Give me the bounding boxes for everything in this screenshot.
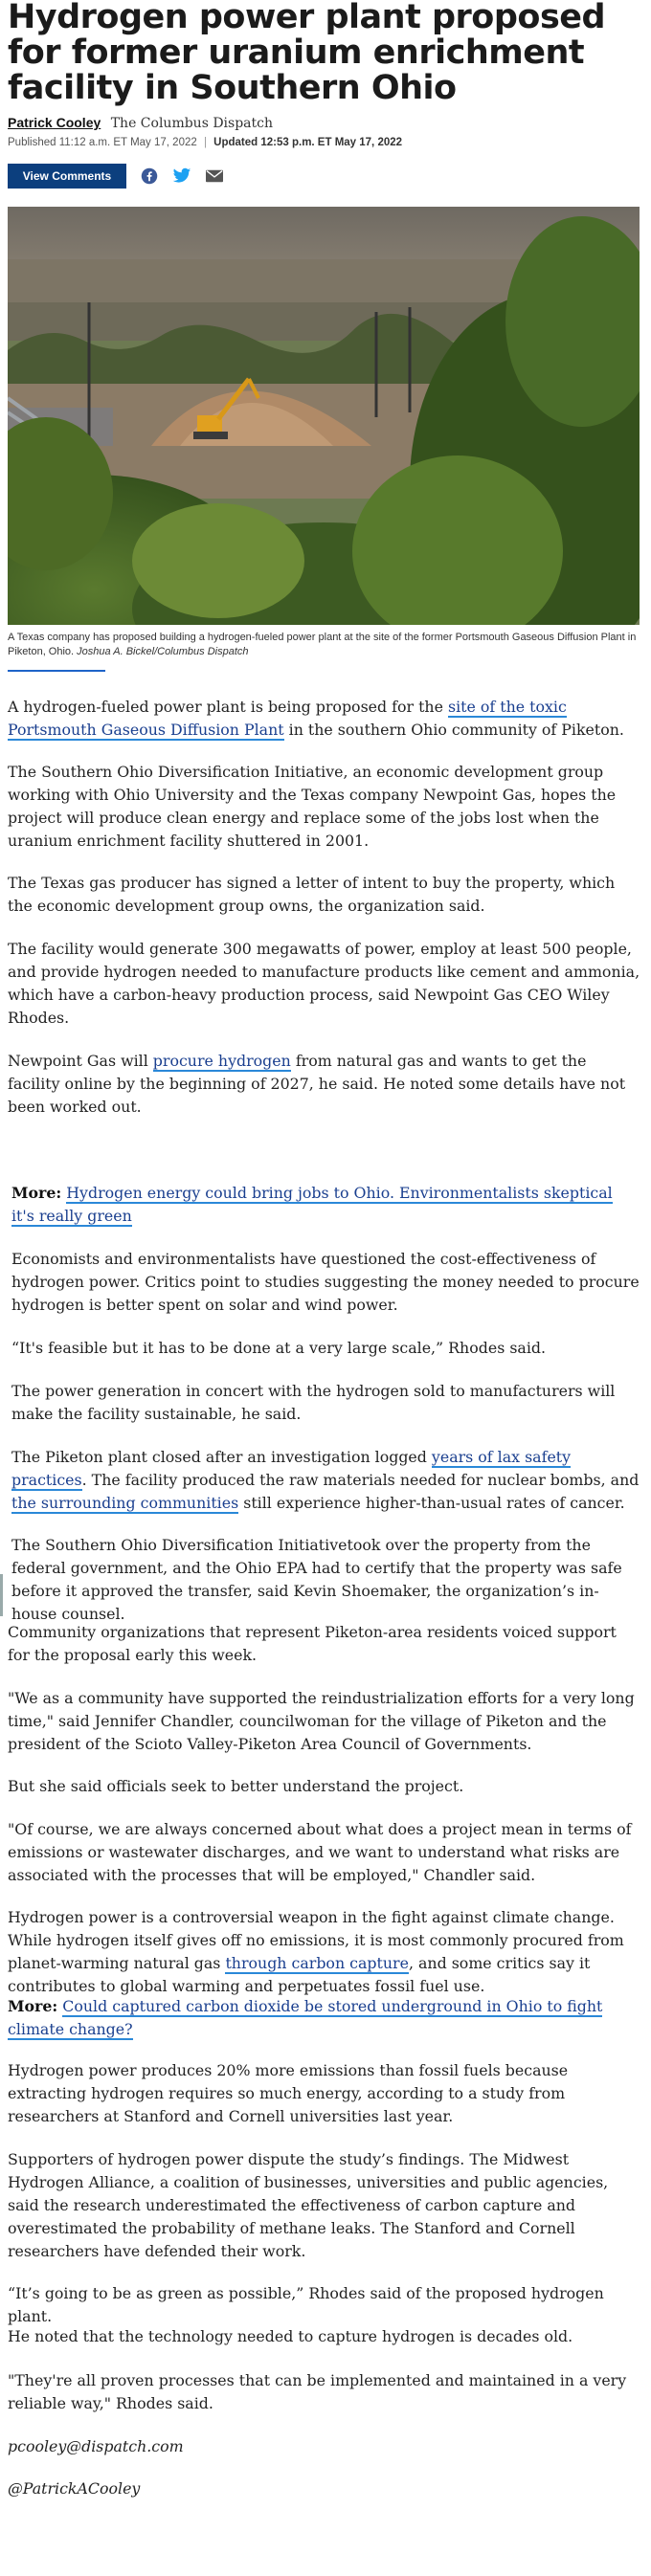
paragraph-9	[11, 1446, 640, 1515]
caption-text: A Texas company has proposed building a hydrogen-fueled power plant at the site of the former Portsmouth Gaseous Diffusion Plant in Piketon, Ohio.	[8, 632, 637, 657]
author-twitter-handle[interactable]: @PatrickACooley	[8, 2479, 141, 2498]
paragraph-10: The Southern Ohio Diversification Initiativetook over the property from the federal government, and the Ohio EPA had to certify that the property was safe before it approved the transfer, said Kevin Shoemaker, the organization’s in-house counsel.	[11, 1536, 622, 1623]
paragraph-15	[8, 1906, 641, 1998]
paragraph-8: The power generation in concert with the hydrogen sold to manufacturers will make the facility sustainable, he said.	[11, 1382, 616, 1423]
link-procure-hydrogen[interactable]: procure hydrogen	[152, 1052, 291, 1070]
p1-text: A hydrogen-fueled power plant is being proposed for the	[8, 698, 448, 716]
photo-credit: Joshua A. Bickel/Columbus Dispatch	[77, 646, 249, 657]
paragraph-20: "They're all proven processes that can be implemented and maintained in a very reliable way," Rhodes said.	[8, 2371, 627, 2412]
paragraph-2: The Southern Ohio Diversification Initiative, an economic development group working with Ohio University and the Texas company Newpoint Gas, hopes the project will produce clean energy and replace some of the jobs lost when the uranium enrichment facility shuttered in 2001.	[8, 763, 617, 850]
updated-time: Updated 12:53 p.m. ET May 17, 2022	[213, 137, 403, 148]
photo-illustration	[8, 207, 640, 625]
article-headline: Hydrogen power plant proposed for former uranium enrichment facility in Southern Ohio	[8, 0, 606, 107]
p9-text-end: still experience higher-than-usual rates of cancer.	[238, 1494, 625, 1512]
paragraph-4: The facility would generate 300 megawatts of power, employ at least 500 people, and provide hydrogen needed to manufacture products like cement and ammonia, which have a carbon-heavy production process, said Newpoint Gas CEO Wiley Rhodes.	[8, 940, 640, 1027]
more-label: More:	[8, 1997, 58, 2015]
more-label: More:	[11, 1184, 62, 1202]
link-lax-safety[interactable]: years of lax safety practices	[11, 1448, 572, 1489]
article-photo[interactable]	[8, 207, 640, 625]
p1-text-end: in the southern Ohio community of Piketon.	[283, 721, 624, 739]
paragraph-1	[8, 696, 641, 742]
paragraph-7: “It's feasible but it has to be done at a very large scale,” Rhodes said.	[11, 1339, 547, 1357]
view-comments-button[interactable]: View Comments	[8, 164, 126, 189]
paragraph-18: “It’s going to be as green as possible,” Rhodes said of the proposed hydrogen plant.	[8, 2284, 604, 2325]
paragraph-13: But she said officials seek to better understand the project.	[8, 1777, 464, 1795]
author-link[interactable]: Patrick Cooley	[8, 115, 101, 130]
paragraph-14: "Of course, we are always concerned about what does a project mean in terms of emissions or wastewater discharges, and we want to understand what risks are associated with the processes that will be employed," Chandler said.	[8, 1820, 632, 1884]
link-hydrogen-jobs[interactable]: Hydrogen energy could bring jobs to Ohio. Environmentalists skeptical it's really green	[11, 1184, 613, 1225]
more-link-1	[11, 1182, 640, 1228]
p15-text: Hydrogen power is a controversial weapon in the fight against climate change. While hydrogen itself gives off no emissions, it is most commonly procured from planet-warming natural gas	[8, 1908, 624, 1972]
quote-marker	[0, 1574, 3, 1616]
link-portsmouth-plant[interactable]: site of the toxic Portsmouth Gaseous Diffusion Plant	[8, 698, 567, 739]
byline	[8, 115, 640, 131]
paragraph-16: Hydrogen power produces 20% more emissions than fossil fuels because extracting hydrogen requires so much energy, according to a study from researchers at Stanford and Cornell universities last year.	[8, 2061, 569, 2125]
photo-caption	[8, 631, 640, 659]
article-actions	[8, 163, 224, 189]
p5-text: Newpoint Gas will	[8, 1052, 153, 1070]
caption-divider	[8, 670, 105, 672]
paragraph-6: Economists and environmentalists have questioned the cost-effectiveness of hydrogen power. Critics point to studies suggesting the money needed to procure hydrogen is better spent on solar and wind power.	[11, 1250, 640, 1314]
dateline-separator: |	[203, 137, 207, 148]
author-email[interactable]: pcooley@dispatch.com	[8, 2437, 184, 2455]
p9-text-mid: . The facility produced the raw materials needed for nuclear bombs, and	[81, 1471, 640, 1489]
dateline	[8, 137, 640, 148]
p5-text-end: from natural gas and wants to get the facility online by the beginning of 2027, he said. He noted some details have not been worked out.	[8, 1052, 626, 1116]
paragraph-11: Community organizations that represent Piketon-area residents voiced support for the proposal early this week.	[8, 1623, 617, 1664]
paragraph-12: "We as a community have supported the reindustrialization efforts for a very long time," said Jennifer Chandler, councilwoman for the village of Piketon and the president of the Scioto Valley-Piketon Area Council of Governments.	[8, 1689, 635, 1753]
link-carbon-capture[interactable]: through carbon capture	[225, 1954, 409, 1972]
facebook-icon[interactable]	[140, 167, 159, 186]
published-time: Published 11:12 a.m. ET May 17, 2022	[8, 137, 197, 148]
paragraph-17: Supporters of hydrogen power dispute the study’s findings. The Midwest Hydrogen Alliance, a coalition of businesses, universities and public agencies, said the research underestimated the effectiveness of carbon capture and overestimated the probability of methane leaks. The Stanford and Cornell researchers have defended their work.	[8, 2150, 609, 2260]
p15-text-end: , and some critics say it contributes to global warming and perpetuates fossil fuel use.	[8, 1954, 591, 1995]
email-icon[interactable]	[205, 167, 224, 186]
more-link-2	[8, 1995, 641, 2041]
paragraph-19: He noted that the technology needed to capture hydrogen is decades old.	[8, 2327, 573, 2345]
paragraph-5	[8, 1050, 641, 1119]
link-surrounding-communities[interactable]: the surrounding communities	[11, 1494, 239, 1512]
publication-name: The Columbus Dispatch	[110, 116, 274, 131]
twitter-icon[interactable]	[172, 167, 191, 186]
p9-text: The Piketon plant closed after an investigation logged	[11, 1448, 432, 1466]
paragraph-3: The Texas gas producer has signed a letter of intent to buy the property, which the economic development group owns, the organization said.	[8, 874, 616, 915]
link-carbon-storage[interactable]: Could captured carbon dioxide be stored underground in Ohio to fight climate change?	[8, 1997, 603, 2038]
